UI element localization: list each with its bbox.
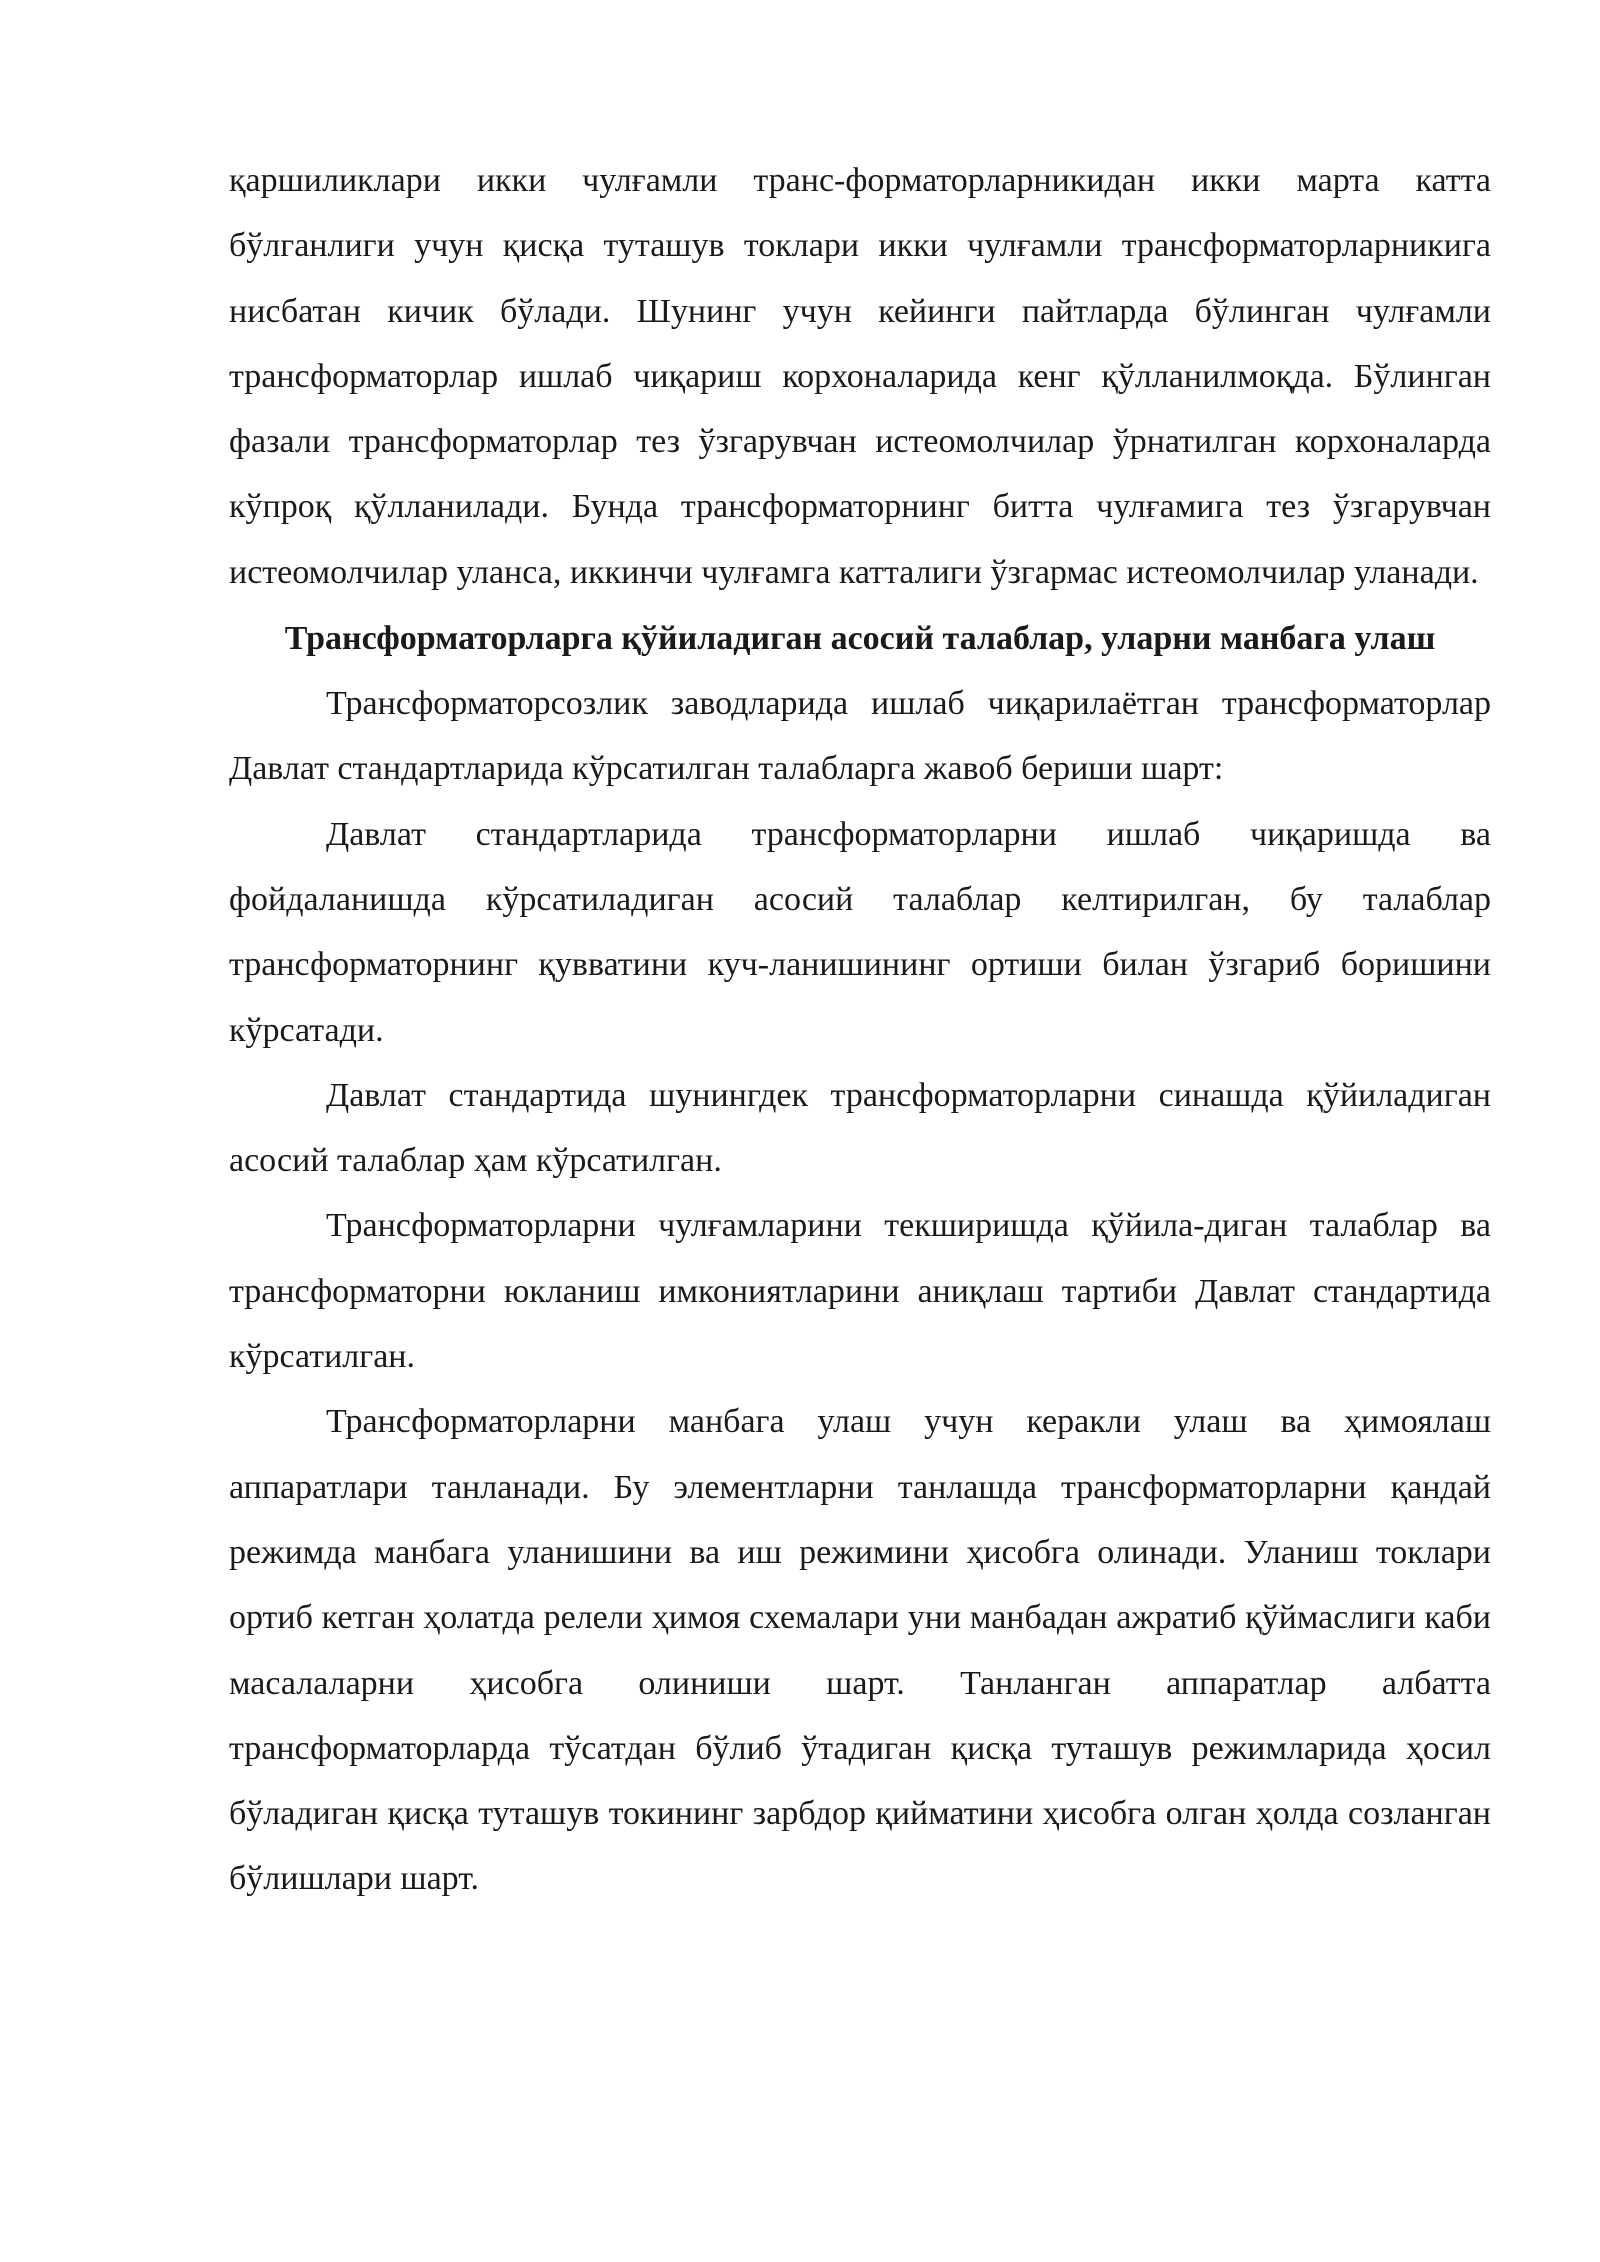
paragraph-continuation: қаршиликлари икки чулғамли транс-форматорларникидан икки марта катта бўлганлиги учун қисқа туташув токлари икки чулғамли трансформаторларникига нисбатан кичик бўлади. Шунинг учун кейинги пайтларда бўлинган чулғамли трансформаторлар ишлаб чиқариш корхоналарида кенг қўлланилмоқда. Бўлинган фазали трансформаторлар тез ўзгарувчан истеомолчилар ўрнатилган корхоналарда кўпроқ қўлланилади. Бунда трансформаторнинг битта чулғамига тез ўзгарувчан истеомолчилар уланса, иккинчи чулғамга катталиги ўзгармас истеомолчилар уланади. bbox=[229, 162, 1491, 591]
paragraph: Трансформаторларни чулғамларини текширишда қўйила-диган талаблар ва трансформаторни юкланиш имкониятларини аниқлаш тартиби Давлат стандартида кўрсатилган. bbox=[229, 1207, 1491, 1376]
paragraph: Давлат стандартларида трансформаторларни ишлаб чиқаришда ва фойдаланишда кўрсатиладиган асосий талаблар келтирилган, бу талаблар трансформаторнинг қувватини куч-ланишининг ортиши билан ўзгариб боришини кўрсатади. bbox=[229, 815, 1491, 1049]
document-page bbox=[229, 148, 1491, 1912]
paragraph: Трансформаторсозлик заводларида ишлаб чиқарилаётган трансформаторлар Давлат стандартларида кўрсатилган талабларга жавоб бериши шарт: bbox=[229, 685, 1491, 788]
section-heading: Трансформаторларга қўйиладиган асосий талаблар, уларни манбага улаш bbox=[284, 620, 1436, 658]
paragraph: Трансформаторларни манбага улаш учун керакли улаш ва ҳимоялаш аппаратлари танланади. Бу элементларни танлашда трансформаторларни қандай режимда манбага уланишини ва иш режимини ҳисобга олинади. Уланиш токлари ортиб кетган ҳолатда релели ҳимоя схемалари уни манбадан ажратиб қўймаслиги каби масалаларни ҳисобга олиниши шарт. Танланган аппаратлар албатта трансформаторларда тўсатдан бўлиб ўтадиган қисқа туташув режимларида ҳосил бўладиган қисқа туташув токининг зарбдор қийматини ҳисобга олган ҳолда созланган бўлишлари шарт. bbox=[229, 1403, 1491, 1898]
paragraph: Давлат стандартида шунингдек трансформаторларни синашда қўйиладиган асосий талаблар ҳам кўрсатилган. bbox=[229, 1076, 1491, 1180]
